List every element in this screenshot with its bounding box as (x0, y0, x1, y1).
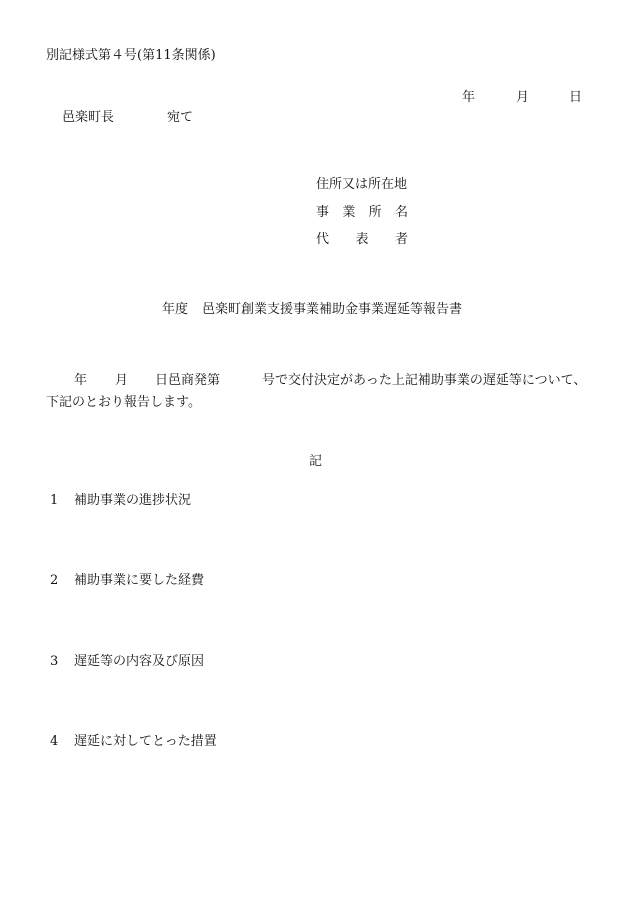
date-year-label: 年 (462, 90, 476, 105)
date-day-label: 日 (569, 90, 583, 105)
representative-char: 代 (316, 232, 330, 247)
item-text: 補助事業の進捗状況 (74, 493, 192, 508)
office-name-char: 名 (394, 205, 408, 220)
body-day-ref: 日邑商発第 (155, 373, 221, 388)
office-name-char: 所 (368, 205, 382, 220)
representative-char: 表 (355, 232, 369, 247)
body-year: 年 (74, 373, 88, 388)
addressee-suffix: 宛て (167, 110, 194, 125)
item-text: 補助事業に要した経費 (74, 573, 205, 588)
item-number: 4 (50, 734, 59, 749)
office-name-char: 事 (316, 205, 330, 220)
body-line2: 下記のとおり報告します。 (46, 395, 201, 410)
title-year: 年度 (162, 302, 189, 317)
ki-heading: 記 (309, 454, 323, 469)
representative-char: 者 (394, 232, 408, 247)
item-text: 遅延に対してとった措置 (74, 734, 217, 749)
item-text: 遅延等の内容及び原因 (74, 654, 205, 669)
address-label: 住所又は所在地 (316, 177, 408, 192)
body-rest: 号で交付決定があった上記補助事業の遅延等について、 (262, 373, 587, 388)
item-number: 2 (50, 573, 59, 588)
office-name-char: 業 (342, 205, 356, 220)
document-title (162, 302, 462, 318)
representative-label (316, 232, 408, 248)
date-month-label: 月 (516, 90, 530, 105)
item-number: 1 (50, 493, 59, 508)
body-month: 月 (115, 373, 129, 388)
title-text: 邑楽町創業支援事業補助金事業遅延等報告書 (202, 302, 463, 317)
form-number: 別記様式第４号(第11条関係) (46, 48, 216, 63)
item-number: 3 (50, 654, 59, 669)
addressee-name: 邑楽町長 (62, 110, 115, 125)
office-name-label (316, 205, 408, 221)
